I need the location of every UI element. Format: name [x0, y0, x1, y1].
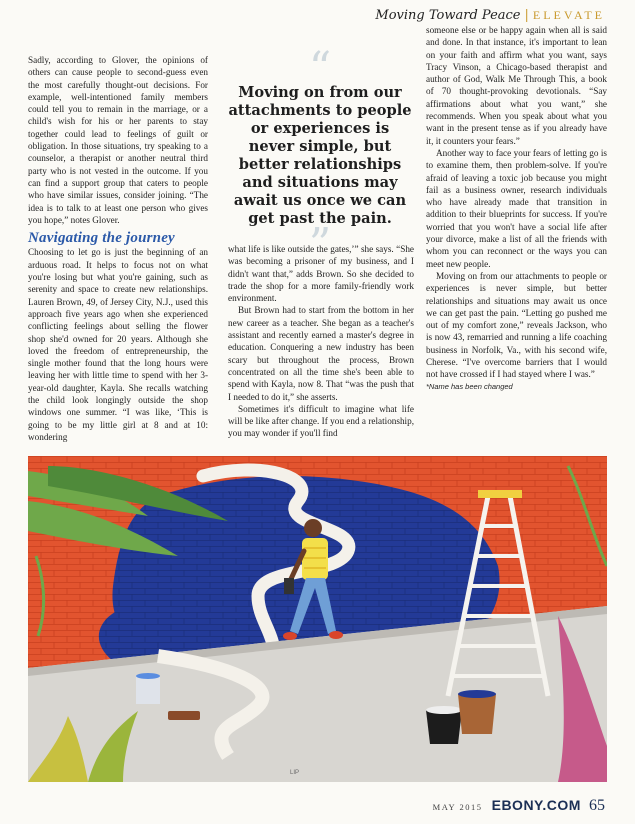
- section-title: Moving Toward Peace: [375, 8, 521, 23]
- open-quote-mark: “: [308, 43, 332, 94]
- pull-quote-text: Moving on from our attachments to people or experiences is never simple, but better relationships and situations may await us once we can get past the pain.: [228, 84, 412, 227]
- page-header: [375, 8, 605, 23]
- article-illustration: [28, 456, 607, 782]
- paragraph: someone else or be happy again when all is said and done. In that instance, it's important to lean on your faith and affirm what you want, says Tracy Vinson, a Chicago-based therapist and author of God, Walk Me Through This, a book of 70 thought-provoking devotionals. “Say affirmations about what you want,” she recommends. When you speak about what you want in the present tense as if you already have it, it counters your fears.”: [426, 25, 607, 146]
- article-column-3: [426, 24, 607, 393]
- footnote: *Name has been changed: [426, 381, 513, 391]
- figure-shoe: [283, 632, 297, 640]
- paint-can-small: [136, 676, 160, 704]
- paragraph: But Brown had to start from the bottom in her new career as a teacher. She began as a teacher's assistant and recently earned a master's degree in education. Conquering a new industry has been scary but throughout the process, Brown concentrated on all the time she's been able to spend with Kayla, now 8. That “was the push that I needed to do it,” she asserts.: [228, 305, 414, 402]
- paint-can-black: [426, 710, 462, 744]
- paint-can-blue-top: [458, 690, 496, 698]
- paint-can-brown: [458, 694, 496, 734]
- paragraph: Another way to face your fears of letting go is to examine them, then problem-solve. If you're afraid of leaving a toxic job because you might fail as a business owner, research individuals who have already made that transition in addition to their blueprints for success. If you're worried that you won't have a social life after your divorce, make a list of all the friends with whom you can reconnect or the ways you can meet new people.: [426, 147, 607, 269]
- issue-date: MAY 2015: [432, 802, 483, 812]
- header-separator: |: [524, 8, 529, 23]
- paint-roller-icon: [284, 578, 294, 594]
- ladder-top: [478, 490, 522, 498]
- figure-shoe: [329, 631, 343, 639]
- close-quote-mark: ”: [308, 219, 332, 270]
- paint-can-small-top: [136, 673, 160, 679]
- brush-icon: [168, 711, 200, 720]
- article-column-1: [28, 54, 208, 443]
- pull-quote: [226, 43, 414, 270]
- paragraph: Choosing to let go is just the beginning of an arduous road. It helps to focus not on what you're losing but what you're gaining, such as serenity and space to create new relationships. Lauren Brown, 49, of Jersey City, N.J., used this approach five years ago when she experienced conflicting feelings about selling the flower shop she'd owned for 20 years. Although she loved the freedom of entrepreneurship, the single mother found that the long hours were leaving her with little time to spend with her 3-year-old daughter, Kayla. She recalls watching the child look longingly outside the shop windows one summer. “I was like, ‘This is going to be my little girl at 8 and at 10: wondering: [28, 247, 208, 442]
- subheading: Navigating the journey: [28, 230, 175, 247]
- paint-can-rim: [426, 706, 462, 714]
- paragraph: Moving on from our attachments to people or experiences is never simple, but better relationships and situations may await us once we can get past the pain. “Letting go pushed me out of my comfort zone,” reveals Jackson, who is now 43, remarried and running a life coaching business in Norfolk, Va., with his second wife, Cherese. “I've overcome barriers that I would not have crossed if I had stayed where I was.”: [426, 270, 607, 380]
- figure-head: [304, 519, 322, 537]
- section-brand: ELEVATE: [532, 8, 605, 22]
- paragraph: what life is like outside the gates,’” she says. “She was becoming a prisoner of my business, and I didn't want that,” adds Brown. So she decided to trade the shop for a more family-friendly work environment.: [228, 244, 414, 304]
- page-footer: [433, 795, 605, 815]
- paragraph: Sometimes it's difficult to imagine what life will be like after change. If you end a relationship, you may wonder if you'll find: [228, 403, 414, 439]
- paragraph: Sadly, according to Glover, the opinions of others can cause people to second-guess even the most carefully thought-out decisions. For example, well-intentioned family members could tell you to remain in the marriage, or a child's wish for his or her parents to stay together could lead to feelings of guilt or obligation. In those situations, try speaking to a counselor, a therapist or another neutral third party who is not vested in the outcome. If you can find a support group that caters to people who have similar issues, consider joining. “The idea is to talk to at least one person who gives you hope,” notes Glover.: [28, 55, 208, 225]
- page-number: 65: [589, 797, 605, 814]
- paint-can-label: LIP: [290, 770, 300, 776]
- article-column-2: [228, 243, 414, 440]
- magazine-name: EBONY.COM: [491, 797, 581, 813]
